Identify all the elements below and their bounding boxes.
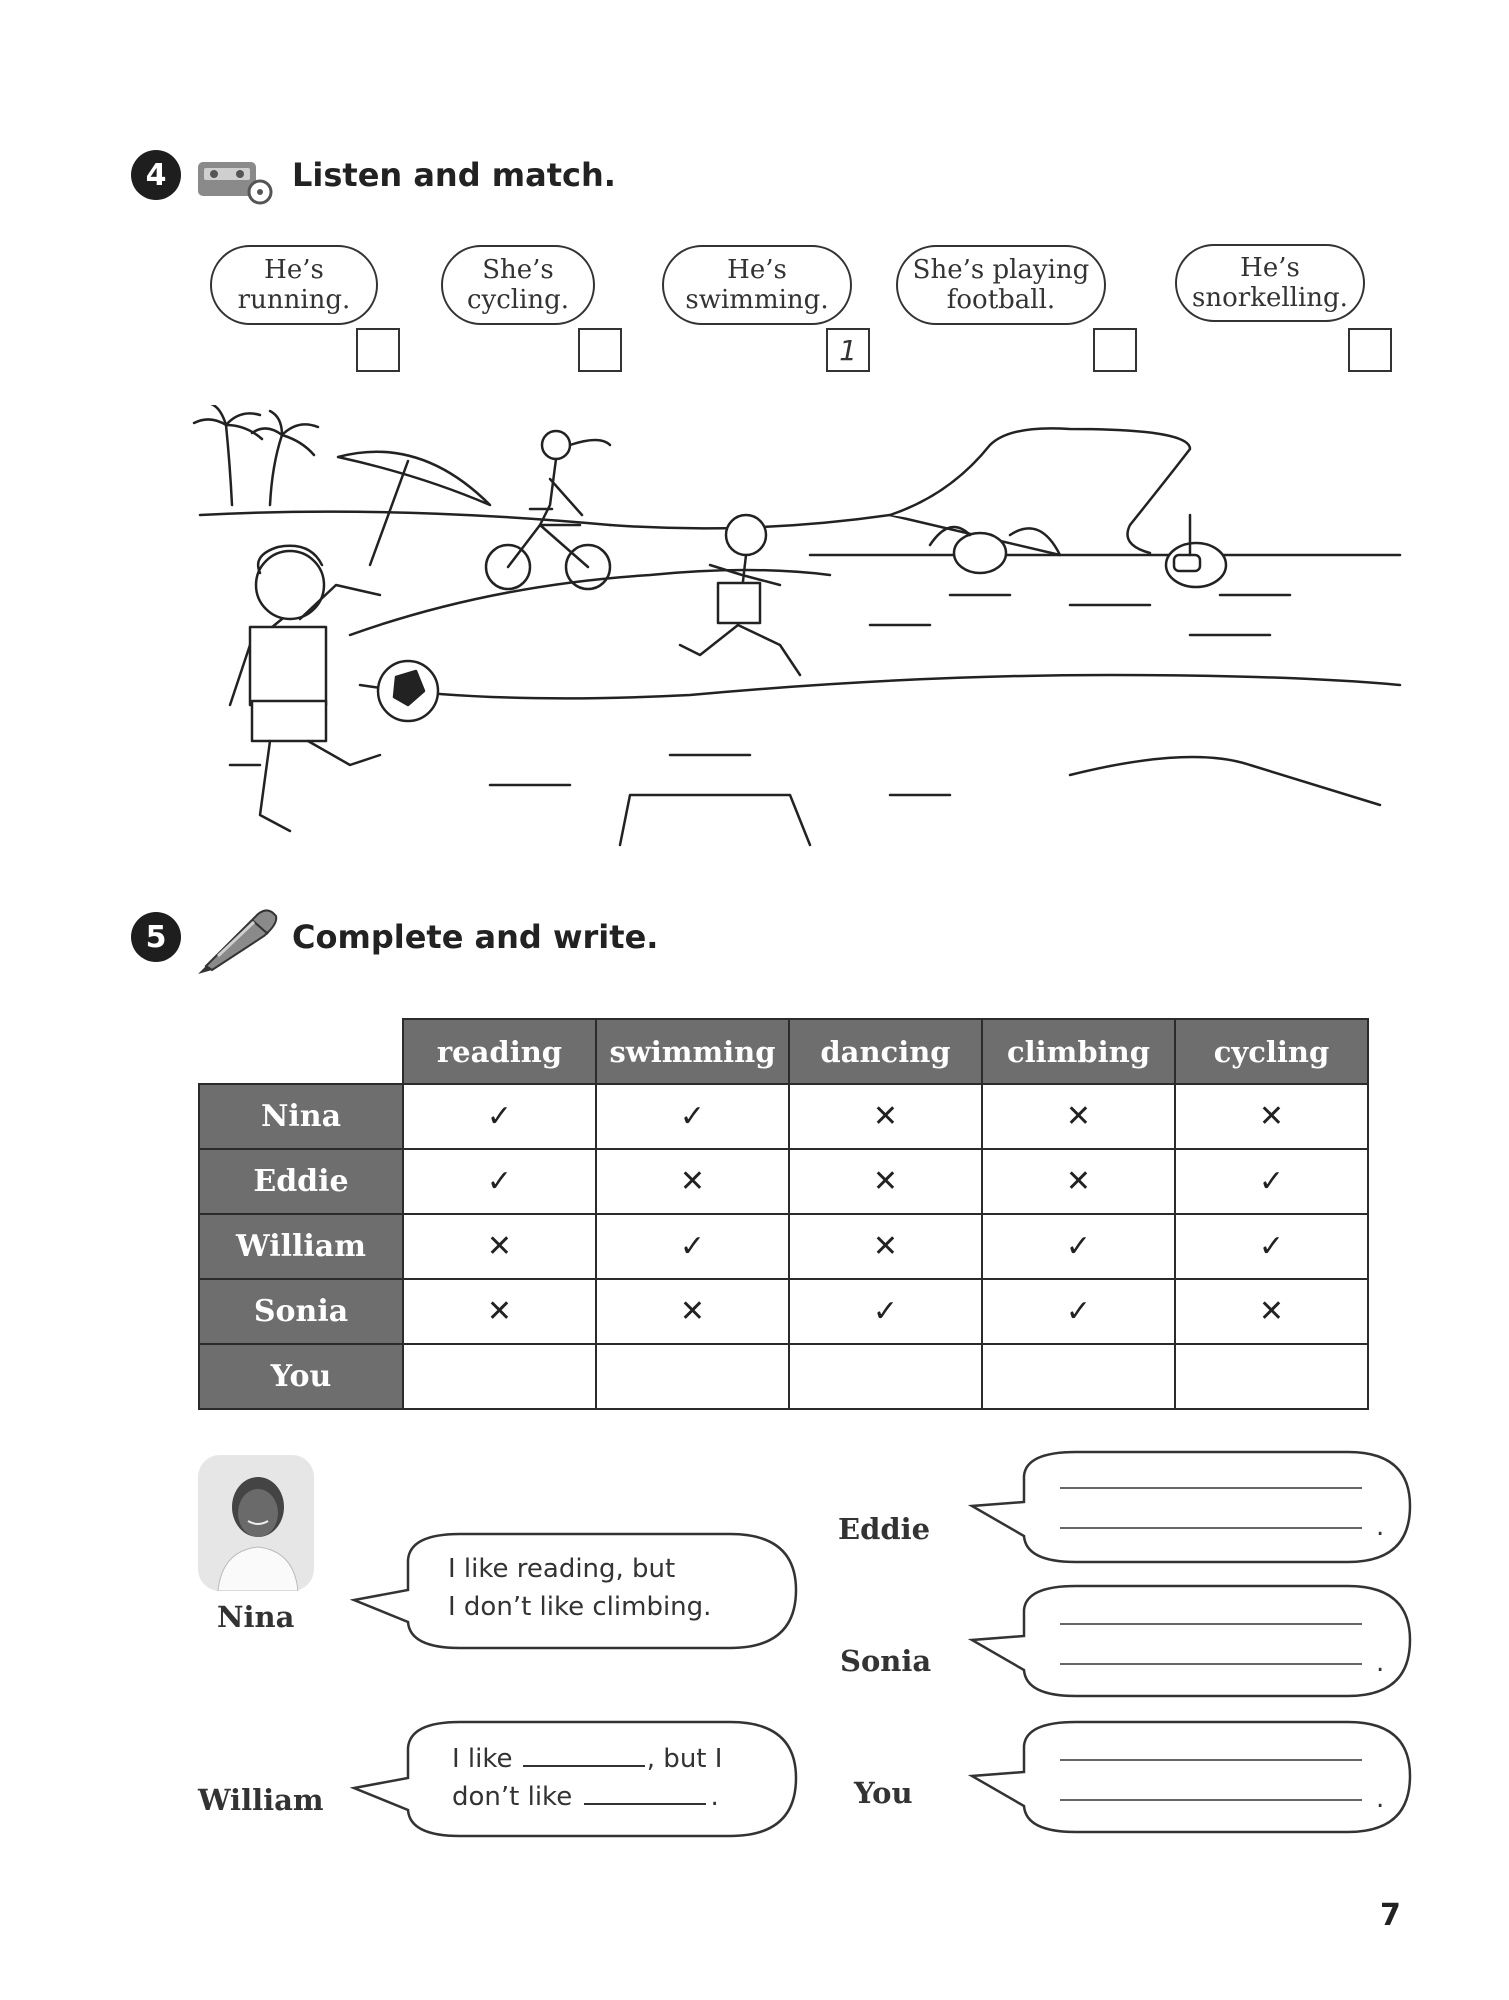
- table-cell-editable[interactable]: [789, 1344, 982, 1409]
- table-cell: ✓: [403, 1084, 596, 1149]
- cd-audio-icon: [196, 156, 274, 206]
- option-bubble-football: [896, 245, 1106, 325]
- eddie-answer-end: .: [1376, 1512, 1385, 1542]
- table-cell: ✕: [403, 1279, 596, 1344]
- table-row: [199, 1279, 1368, 1344]
- column-header: reading: [403, 1019, 596, 1084]
- option-bubble-cycling: [441, 245, 595, 325]
- you-answer-end: .: [1376, 1784, 1385, 1814]
- william-line-2-end: .: [710, 1782, 719, 1812]
- answer-box-football[interactable]: [1093, 328, 1137, 372]
- nina-label: Nina: [217, 1600, 295, 1634]
- option-text-football: She’s playing football.: [912, 255, 1090, 315]
- nina-speech-line-2: I don’t like climbing.: [448, 1592, 712, 1622]
- exercise-4-title: Listen and match.: [292, 156, 616, 194]
- table-cell: ✕: [789, 1149, 982, 1214]
- exercise-5-title: Complete and write.: [292, 918, 659, 956]
- row-header: William: [199, 1214, 403, 1279]
- table-cell-editable[interactable]: [1175, 1344, 1368, 1409]
- you-answer-field[interactable]: [1060, 1744, 1362, 1814]
- eddie-answer-field[interactable]: [1060, 1474, 1362, 1544]
- william-speech-text: [452, 1740, 722, 1816]
- row-header: Nina: [199, 1084, 403, 1149]
- table-cell: ✕: [1175, 1279, 1368, 1344]
- eddie-label: Eddie: [838, 1512, 931, 1546]
- table-header-row: [199, 1019, 1368, 1084]
- william-speech-line-1: [452, 1740, 722, 1778]
- table-cell: ✓: [982, 1214, 1175, 1279]
- table-cell: ✕: [982, 1149, 1175, 1214]
- william-blank-2[interactable]: [584, 1781, 706, 1805]
- sonia-answer-field[interactable]: [1060, 1608, 1362, 1678]
- exercise-4-number-text: 4: [145, 157, 167, 193]
- table-cell: ✓: [596, 1084, 789, 1149]
- exercise-4-number: [131, 150, 181, 200]
- william-line-1-start: I like: [452, 1744, 513, 1774]
- option-text-cycling: She’s cycling.: [466, 255, 570, 315]
- table-row: [199, 1149, 1368, 1214]
- row-header: Eddie: [199, 1149, 403, 1214]
- option-bubble-running: [210, 245, 378, 325]
- table-cell: ✕: [1175, 1084, 1368, 1149]
- column-header: climbing: [982, 1019, 1175, 1084]
- exercise-5-number: [131, 912, 181, 962]
- answer-box-running[interactable]: [356, 328, 400, 372]
- option-text-swimming: He’s swimming.: [685, 255, 829, 315]
- table-cell: ✕: [403, 1214, 596, 1279]
- table-cell: ✕: [982, 1084, 1175, 1149]
- activity-table: [198, 1018, 1369, 1410]
- william-blank-1[interactable]: [523, 1743, 645, 1767]
- table-cell: ✓: [982, 1279, 1175, 1344]
- table-cell: ✕: [789, 1214, 982, 1279]
- option-bubble-swimming: [662, 245, 852, 325]
- william-label: William: [198, 1783, 324, 1817]
- table-cell-editable[interactable]: [596, 1344, 789, 1409]
- nina-photo: [198, 1455, 314, 1591]
- table-cell-editable[interactable]: [403, 1344, 596, 1409]
- answer-value-swimming: 1: [839, 333, 857, 367]
- option-text-snorkelling: He’s snorkelling.: [1192, 253, 1348, 313]
- table-cell: ✓: [403, 1149, 596, 1214]
- table-cell: ✓: [789, 1279, 982, 1344]
- table-cell-editable[interactable]: [982, 1344, 1175, 1409]
- table-row: [199, 1214, 1368, 1279]
- option-text-running: He’s running.: [237, 255, 351, 315]
- option-bubble-snorkelling: [1175, 244, 1365, 322]
- sonia-answer-end: .: [1376, 1648, 1385, 1678]
- row-header: You: [199, 1344, 403, 1409]
- table-corner: [199, 1019, 403, 1084]
- column-header: cycling: [1175, 1019, 1368, 1084]
- table-cell: ✕: [596, 1149, 789, 1214]
- table-row: [199, 1344, 1368, 1409]
- nina-speech-line-1: I like reading, but: [448, 1554, 676, 1584]
- column-header: dancing: [789, 1019, 982, 1084]
- table-cell: ✓: [1175, 1149, 1368, 1214]
- row-header: Sonia: [199, 1279, 403, 1344]
- answer-box-snorkelling[interactable]: [1348, 328, 1392, 372]
- beach-illustration: [190, 405, 1410, 855]
- william-line-1-end: , but I: [646, 1744, 723, 1774]
- table-row: [199, 1084, 1368, 1149]
- column-header: swimming: [596, 1019, 789, 1084]
- answer-box-swimming[interactable]: [826, 328, 870, 372]
- william-line-2-start: don’t like: [452, 1782, 573, 1812]
- exercise-5-number-text: 5: [145, 919, 167, 955]
- table-cell: ✕: [789, 1084, 982, 1149]
- nina-speech-text: [448, 1550, 711, 1626]
- table-cell: ✕: [596, 1279, 789, 1344]
- sonia-label: Sonia: [840, 1644, 932, 1678]
- table-cell: ✓: [596, 1214, 789, 1279]
- table-cell: ✓: [1175, 1214, 1368, 1279]
- answer-box-cycling[interactable]: [578, 328, 622, 372]
- william-speech-line-2: [452, 1778, 722, 1816]
- you-label: You: [854, 1776, 913, 1810]
- pencil-icon: [196, 904, 280, 976]
- page-number: 7: [1380, 1898, 1401, 1933]
